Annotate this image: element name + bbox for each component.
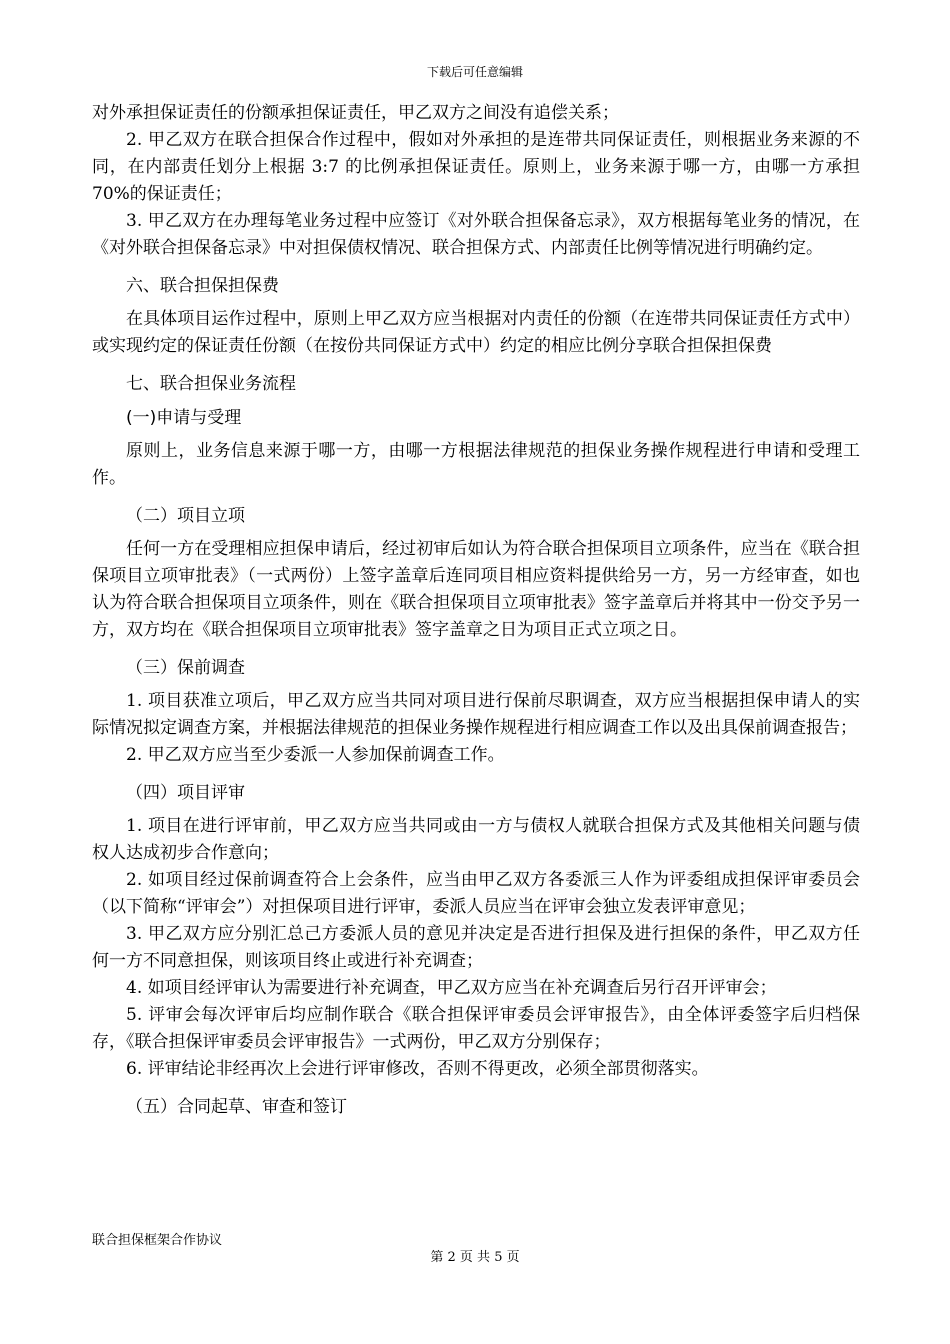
paragraph: 3. 甲乙双方应分别汇总己方委派人员的意见并决定是否进行担保及进行担保的条件，甲乙双方任何一方不同意担保，则该项目终止或进行补充调查；	[92, 924, 860, 971]
paragraph: 2. 如项目经过保前调查符合上会条件，应当由甲乙双方各委派三人作为评委组成担保评审委员会（以下简称“评审会”）对担保项目进行评审，委派人员应当在评审会独立发表评审意见；	[92, 870, 860, 917]
paragraph: 4. 如项目经评审认为需要进行补充调查，甲乙双方应当在补充调查后另行召开评审会；	[126, 978, 777, 998]
footer-doc-title: 联合担保框架合作协议	[92, 1233, 223, 1248]
subsection-heading: （二）项目立项	[126, 506, 245, 526]
paragraph: 在具体项目运作过程中，原则上甲乙双方应当根据对内责任的份额（在连带共同保证责任方式中）或实现约定的保证责任份额（在按份共同保证方式中）约定的相应比例分享联合担保担保费	[92, 309, 860, 356]
subsection-heading: （五）合同起草、审查和签订	[126, 1097, 347, 1117]
paragraph: 5. 评审会每次评审后均应制作联合《联合担保评审委员会评审报告》，由全体评委签字后归档保存，《联合担保评审委员会评审报告》一式两份，甲乙双方分别保存；	[92, 1005, 860, 1052]
paragraph: 原则上，业务信息来源于哪一方，由哪一方根据法律规范的担保业务操作规程进行申请和受理工作。	[92, 441, 860, 488]
subsection-heading: (一)申请与受理	[126, 408, 242, 428]
footer-page-number: 第 2 页 共 5 页	[430, 1250, 520, 1265]
paragraph: 2. 甲乙双方在联合担保合作过程中，假如对外承担的是连带共同保证责任，则根据业务来源的不同，在内部责任划分上根据 3:7 的比例承担保证责任。原则上，业务来源于哪一方，由哪一方承担 70%的保证责任；	[92, 130, 860, 204]
section-heading: 七、联合担保业务流程	[126, 374, 296, 394]
paragraph: 2. 甲乙双方应当至少委派一人参加保前调查工作。	[126, 745, 505, 765]
paragraph: 对外承担保证责任的份额承担保证责任，甲乙双方之间没有追偿关系；	[92, 103, 619, 123]
subsection-heading: （三）保前调查	[126, 658, 245, 678]
section-heading: 六、联合担保担保费	[126, 276, 279, 296]
document-body	[92, 100, 860, 1121]
paragraph: 1. 项目在进行评审前，甲乙双方应当共同或由一方与债权人就联合担保方式及其他相关问题与债权人达成初步合作意向；	[92, 816, 860, 863]
paragraph: 6. 评审结论非经再次上会进行评审修改，否则不得更改，必须全部贯彻落实。	[126, 1059, 709, 1079]
paragraph: 1. 项目获准立项后，甲乙双方应当共同对项目进行保前尽职调查，双方应当根据担保申请人的实际情况拟定调查方案，并根据法律规范的担保业务操作规程进行相应调查工作以及出具保前调查报告；	[92, 691, 860, 738]
subsection-heading: （四）项目评审	[126, 783, 245, 803]
page-header: 下载后可任意编辑	[426, 65, 523, 79]
paragraph: 3. 甲乙双方在办理每笔业务过程中应签订《对外联合担保备忘录》，双方根据每笔业务的情况，在《对外联合担保备忘录》中对担保债权情况、联合担保方式、内部责任比例等情况进行明确约定。	[92, 211, 860, 258]
paragraph: 任何一方在受理相应担保申请后，经过初审后如认为符合联合担保项目立项条件，应当在《联合担保项目立项审批表》（一式两份）上签字盖章后连同项目相应资料提供给另一方，另一方经审查，如也认为符合联合担保项目立项条件，则在《联合担保项目立项审批表》签字盖章后并将其中一份交予另一方，双方均在《联合担保项目立项审批表》签字盖章之日为项目正式立项之日。	[92, 539, 860, 640]
